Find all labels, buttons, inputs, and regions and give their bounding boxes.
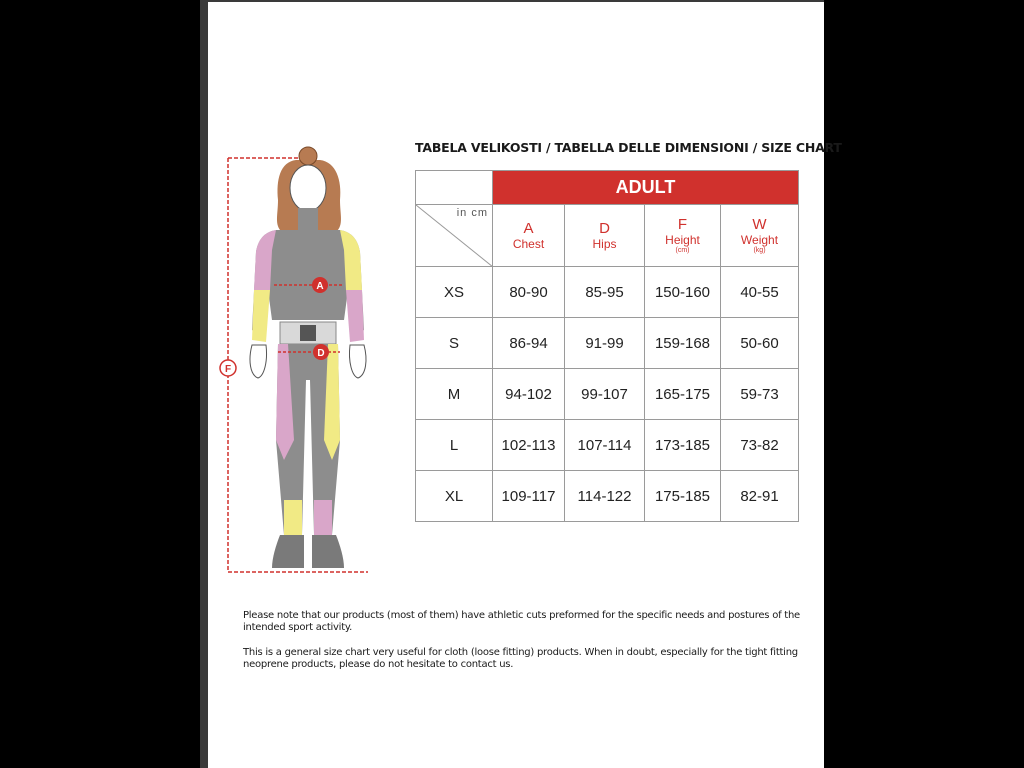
table-column-header-row <box>416 205 799 267</box>
marker-a: A <box>316 281 324 292</box>
size-label: XS <box>416 267 493 318</box>
column-letter: A <box>523 220 534 237</box>
table-cell: 94-102 <box>493 369 565 420</box>
table-row <box>416 471 799 522</box>
column-name: Height <box>665 233 700 247</box>
table-cell: 165-175 <box>645 369 721 420</box>
table-cell: 50-60 <box>721 318 799 369</box>
table-row <box>416 369 799 420</box>
table-cell: 59-73 <box>721 369 799 420</box>
table-row <box>416 318 799 369</box>
table-cell: 82-91 <box>721 471 799 522</box>
page-left-border <box>200 0 208 768</box>
column-header-height <box>645 205 721 267</box>
size-chart-table <box>415 170 799 522</box>
marker-f: F <box>224 364 232 375</box>
wetsuit-figure <box>218 140 388 580</box>
column-name: Weight <box>740 233 779 247</box>
note-paragraph: This is a general size chart very useful for cloth (loose fitting) products. When in doubt, especially for the tight fitting neoprene products, please do not hesitate to contact us. <box>243 647 798 670</box>
notes-section <box>243 610 808 684</box>
column-header-chest <box>493 205 565 267</box>
corner-unit-label: in cm <box>456 207 488 219</box>
note-paragraph: Please note that our products (most of them) have athletic cuts preformed for the specific needs and postures of the intended sport activity. <box>243 610 800 633</box>
table-cell: 85-95 <box>565 267 645 318</box>
size-chart-title: TABELA VELIKOSTI / TABELLA DELLE DIMENSIONI / SIZE CHART <box>415 140 842 155</box>
size-label: L <box>416 420 493 471</box>
table-row <box>416 420 799 471</box>
table-cell: 150-160 <box>645 267 721 318</box>
table-cell: 102-113 <box>493 420 565 471</box>
column-name: Hips <box>592 237 617 251</box>
column-unit: (cm) <box>675 247 690 254</box>
table-row <box>416 267 799 318</box>
column-letter: F <box>677 216 688 233</box>
column-unit: (kg) <box>753 247 766 254</box>
table-cell: 109-117 <box>493 471 565 522</box>
table-cell: 80-90 <box>493 267 565 318</box>
adult-header: ADULT <box>493 171 799 205</box>
table-cell: 86-94 <box>493 318 565 369</box>
table-cell: 91-99 <box>565 318 645 369</box>
column-name: Chest <box>512 237 545 251</box>
table-cell: 40-55 <box>721 267 799 318</box>
size-label: S <box>416 318 493 369</box>
column-header-hips <box>565 205 645 267</box>
marker-d: D <box>317 348 325 359</box>
header-corner-cell <box>416 205 493 267</box>
table-cell: 114-122 <box>565 471 645 522</box>
table-group-header-row <box>416 171 799 205</box>
table-cell: 175-185 <box>645 471 721 522</box>
table-cell: 107-114 <box>565 420 645 471</box>
column-letter: W <box>752 216 767 233</box>
table-cell: 159-168 <box>645 318 721 369</box>
table-cell: 173-185 <box>645 420 721 471</box>
page-top-border <box>208 0 824 2</box>
column-header-weight <box>721 205 799 267</box>
column-letter: D <box>599 220 610 237</box>
table-cell: 99-107 <box>565 369 645 420</box>
header-corner-top <box>416 171 493 205</box>
size-label: M <box>416 369 493 420</box>
table-cell: 73-82 <box>721 420 799 471</box>
size-label: XL <box>416 471 493 522</box>
